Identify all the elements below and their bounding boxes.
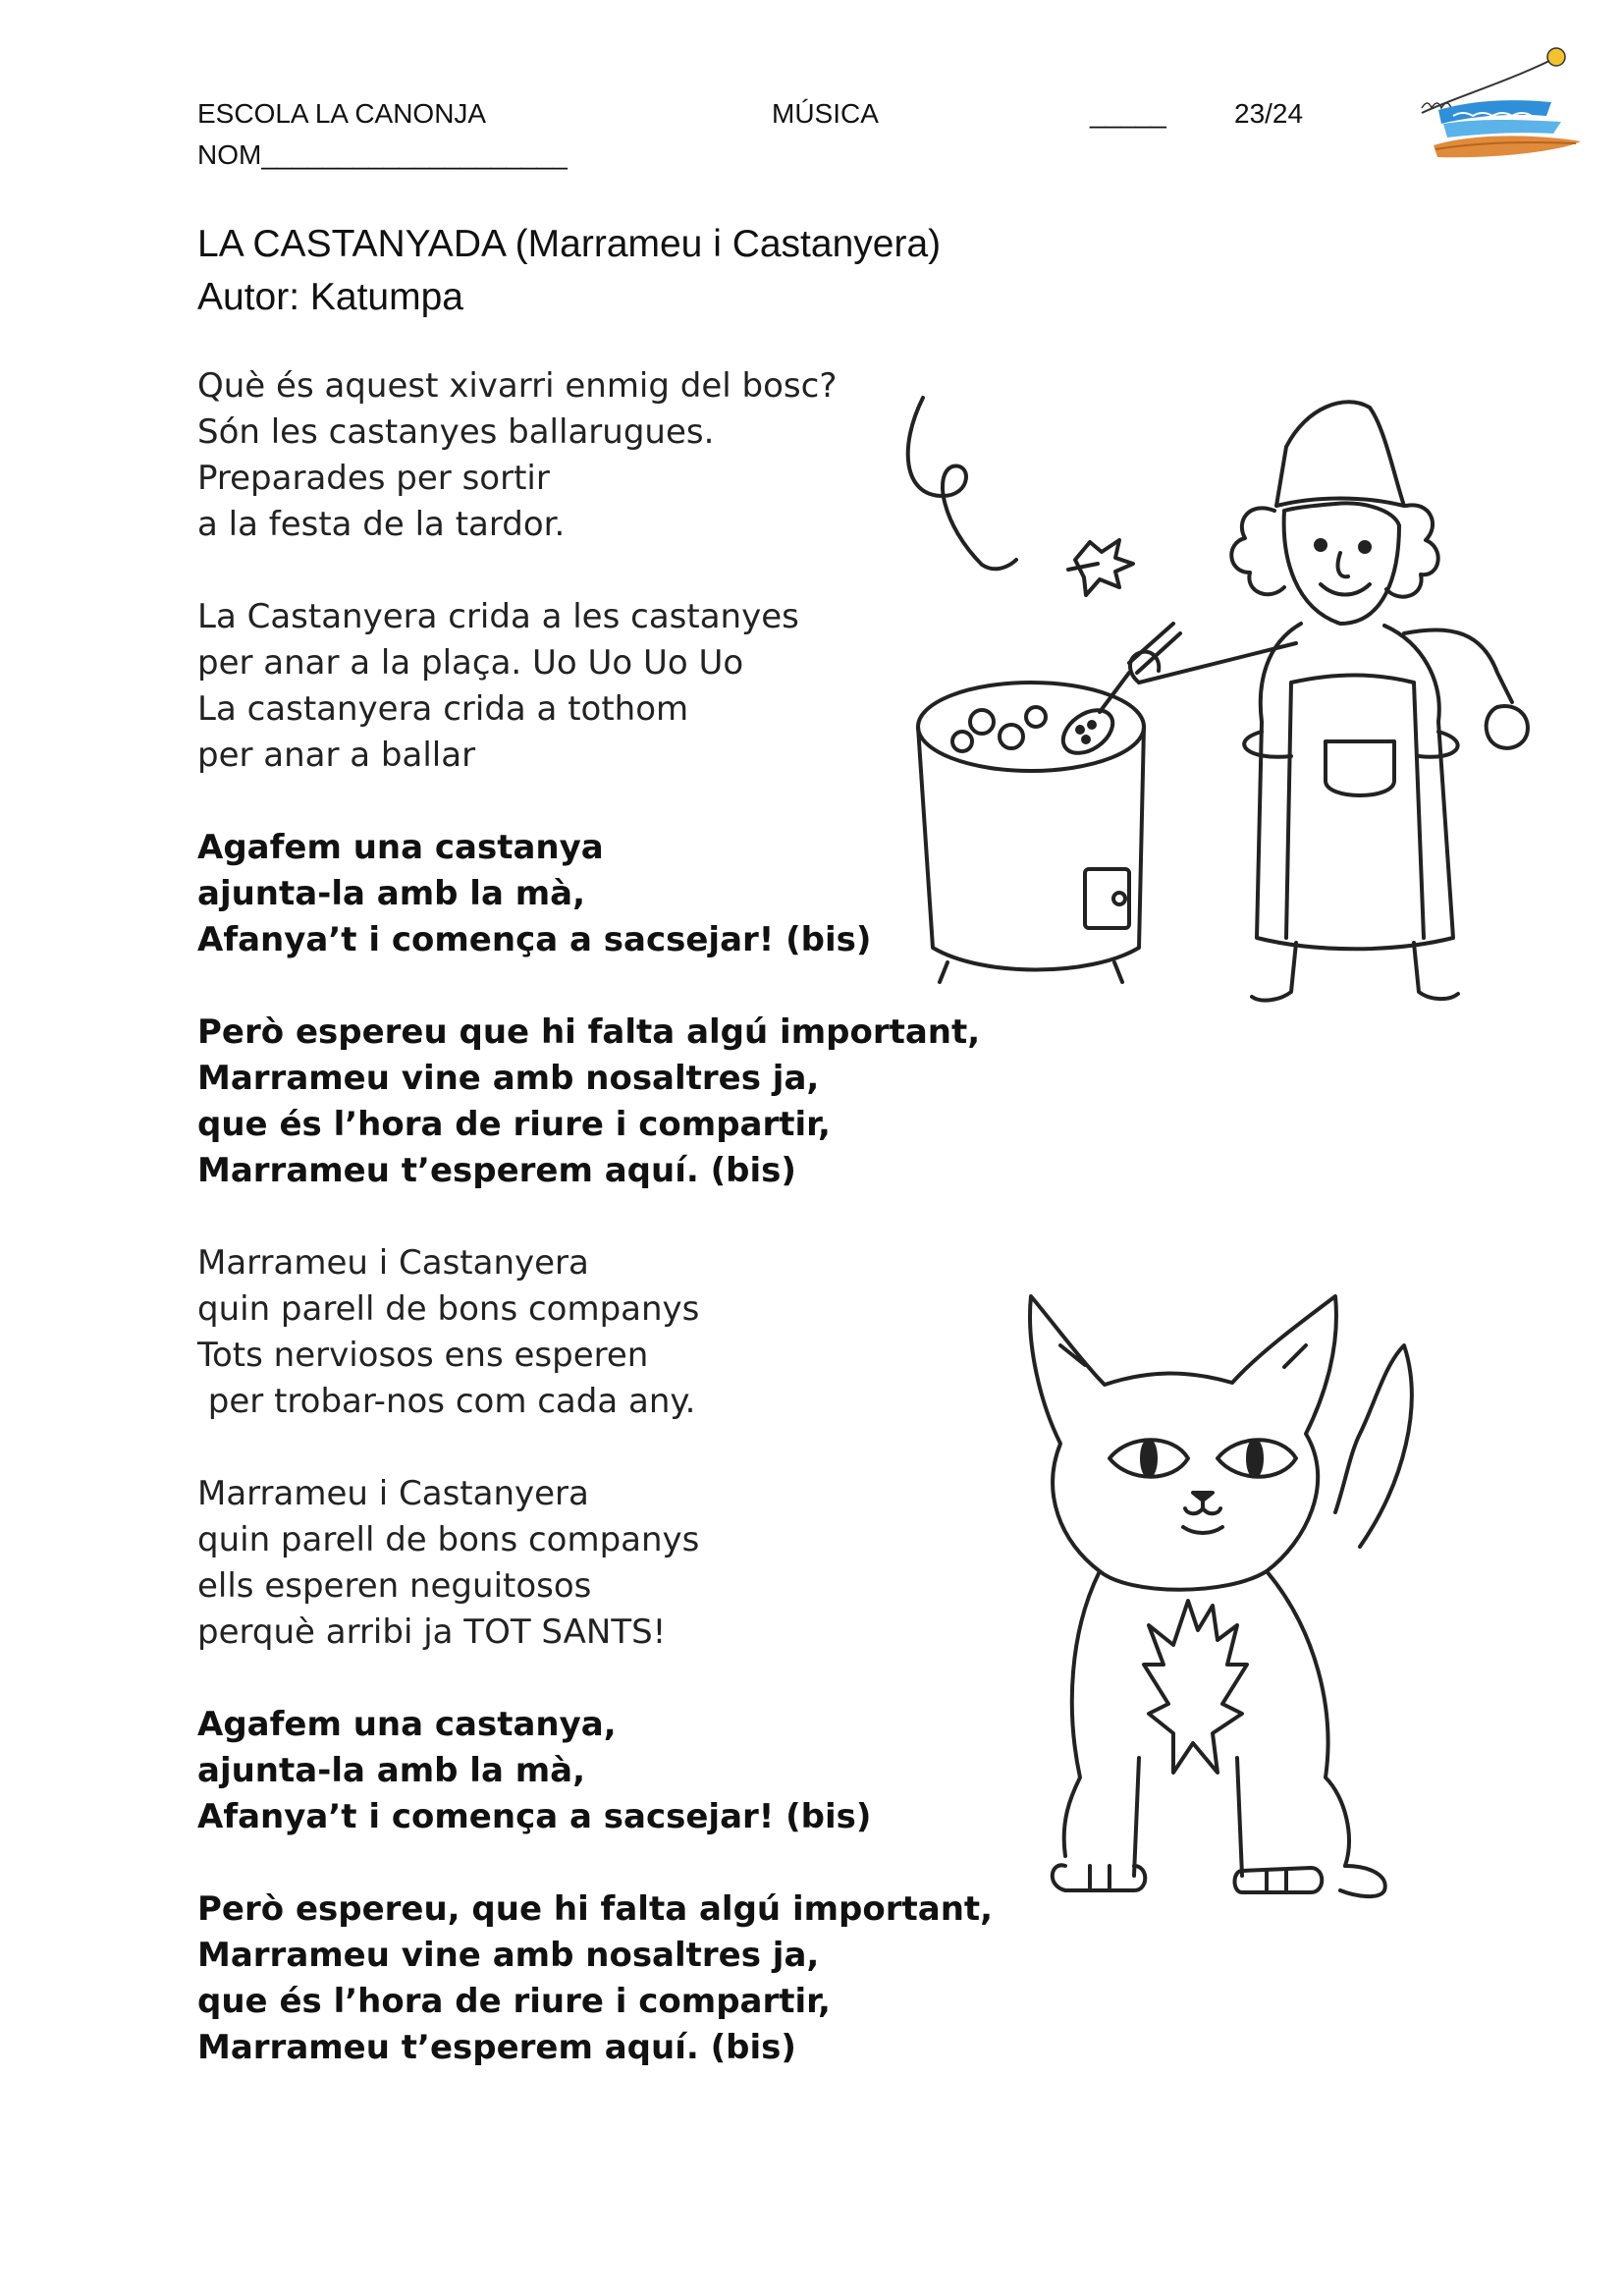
song-author: Autor: Katumpa bbox=[197, 276, 463, 318]
lyric-line: La castanyera crida a tothom bbox=[197, 689, 689, 729]
lyric-line: que és l’hora de riure i compartir, bbox=[197, 1105, 831, 1144]
lyric-line: quin parell de bons companys bbox=[197, 1520, 700, 1559]
stanza-2 bbox=[197, 594, 1002, 779]
lyric-line: Què és aquest xivarri enmig del bosc? bbox=[197, 366, 838, 406]
lyric-line: Afanya’t i comença a sacsejar! (bis) bbox=[197, 1797, 872, 1836]
lyric-line: a la festa de la tardor. bbox=[197, 505, 566, 544]
lyric-line: que és l’hora de riure i compartir, bbox=[197, 1982, 831, 2021]
lyric-line: per anar a la plaça. Uo Uo Uo Uo bbox=[197, 643, 744, 683]
lyric-line: Marrameu t’esperem aquí. (bis) bbox=[197, 2028, 796, 2067]
lyric-line: Marrameu i Castanyera bbox=[197, 1474, 589, 1513]
lyric-line: Marrameu t’esperem aquí. (bis) bbox=[197, 1151, 796, 1190]
stanza-4 bbox=[197, 1471, 1002, 1656]
student-name-field[interactable]: NOM____________________ bbox=[197, 139, 568, 170]
lyric-line: quin parell de bons companys bbox=[197, 1289, 700, 1329]
stanza-1 bbox=[197, 363, 1002, 548]
lyric-line: Però espereu, que hi falta algú important, bbox=[197, 1889, 994, 1929]
lyrics bbox=[197, 363, 1002, 2117]
lyric-line: Afanya’t i comença a sacsejar! (bis) bbox=[197, 920, 872, 959]
marrameu-cat-illustration bbox=[1011, 1286, 1473, 1925]
chorus-1 bbox=[197, 825, 1002, 963]
lyric-line: Agafem una castanya bbox=[197, 828, 604, 867]
lyric-line: Tots nerviosos ens esperen bbox=[197, 1336, 649, 1375]
song-title: LA CASTANYADA (Marrameu i Castanyera) bbox=[197, 223, 942, 265]
subject-label: MÚSICA bbox=[772, 98, 879, 129]
lyric-line: ajunta-la amb la mà, bbox=[197, 1751, 586, 1790]
lyric-line: Però espereu que hi falta algú important, bbox=[197, 1012, 981, 1052]
school-logo bbox=[1414, 39, 1591, 167]
lyric-line: perquè arribi ja TOT SANTS! bbox=[197, 1613, 667, 1652]
lyric-line: Marrameu i Castanyera bbox=[197, 1243, 589, 1283]
lyric-line: ajunta-la amb la mà, bbox=[197, 874, 586, 913]
lyric-line: Agafem una castanya, bbox=[197, 1705, 617, 1744]
lyric-line: La Castanyera crida a les castanyes bbox=[197, 597, 799, 636]
blank-line: _____ bbox=[1090, 98, 1166, 129]
lyric-line: Marrameu vine amb nosaltres ja, bbox=[197, 1936, 820, 1975]
lyric-line: per trobar-nos com cada any. bbox=[197, 1382, 696, 1421]
lyric-line: Preparades per sortir bbox=[197, 459, 550, 498]
lyric-line: Marrameu vine amb nosaltres ja, bbox=[197, 1059, 820, 1098]
lyric-line: ells esperen neguitosos bbox=[197, 1566, 592, 1606]
chorus-3 bbox=[197, 1702, 1002, 1840]
chorus-2 bbox=[197, 1010, 1002, 1194]
stanza-3 bbox=[197, 1240, 1002, 1425]
castanyera-illustration bbox=[903, 388, 1591, 1026]
school-year: 23/24 bbox=[1234, 98, 1304, 129]
lyric-line: per anar a ballar bbox=[197, 736, 476, 775]
school-name: ESCOLA LA CANONJA bbox=[197, 98, 487, 129]
lyric-line: Són les castanyes ballarugues. bbox=[197, 412, 715, 452]
chorus-4 bbox=[197, 1886, 1002, 2071]
